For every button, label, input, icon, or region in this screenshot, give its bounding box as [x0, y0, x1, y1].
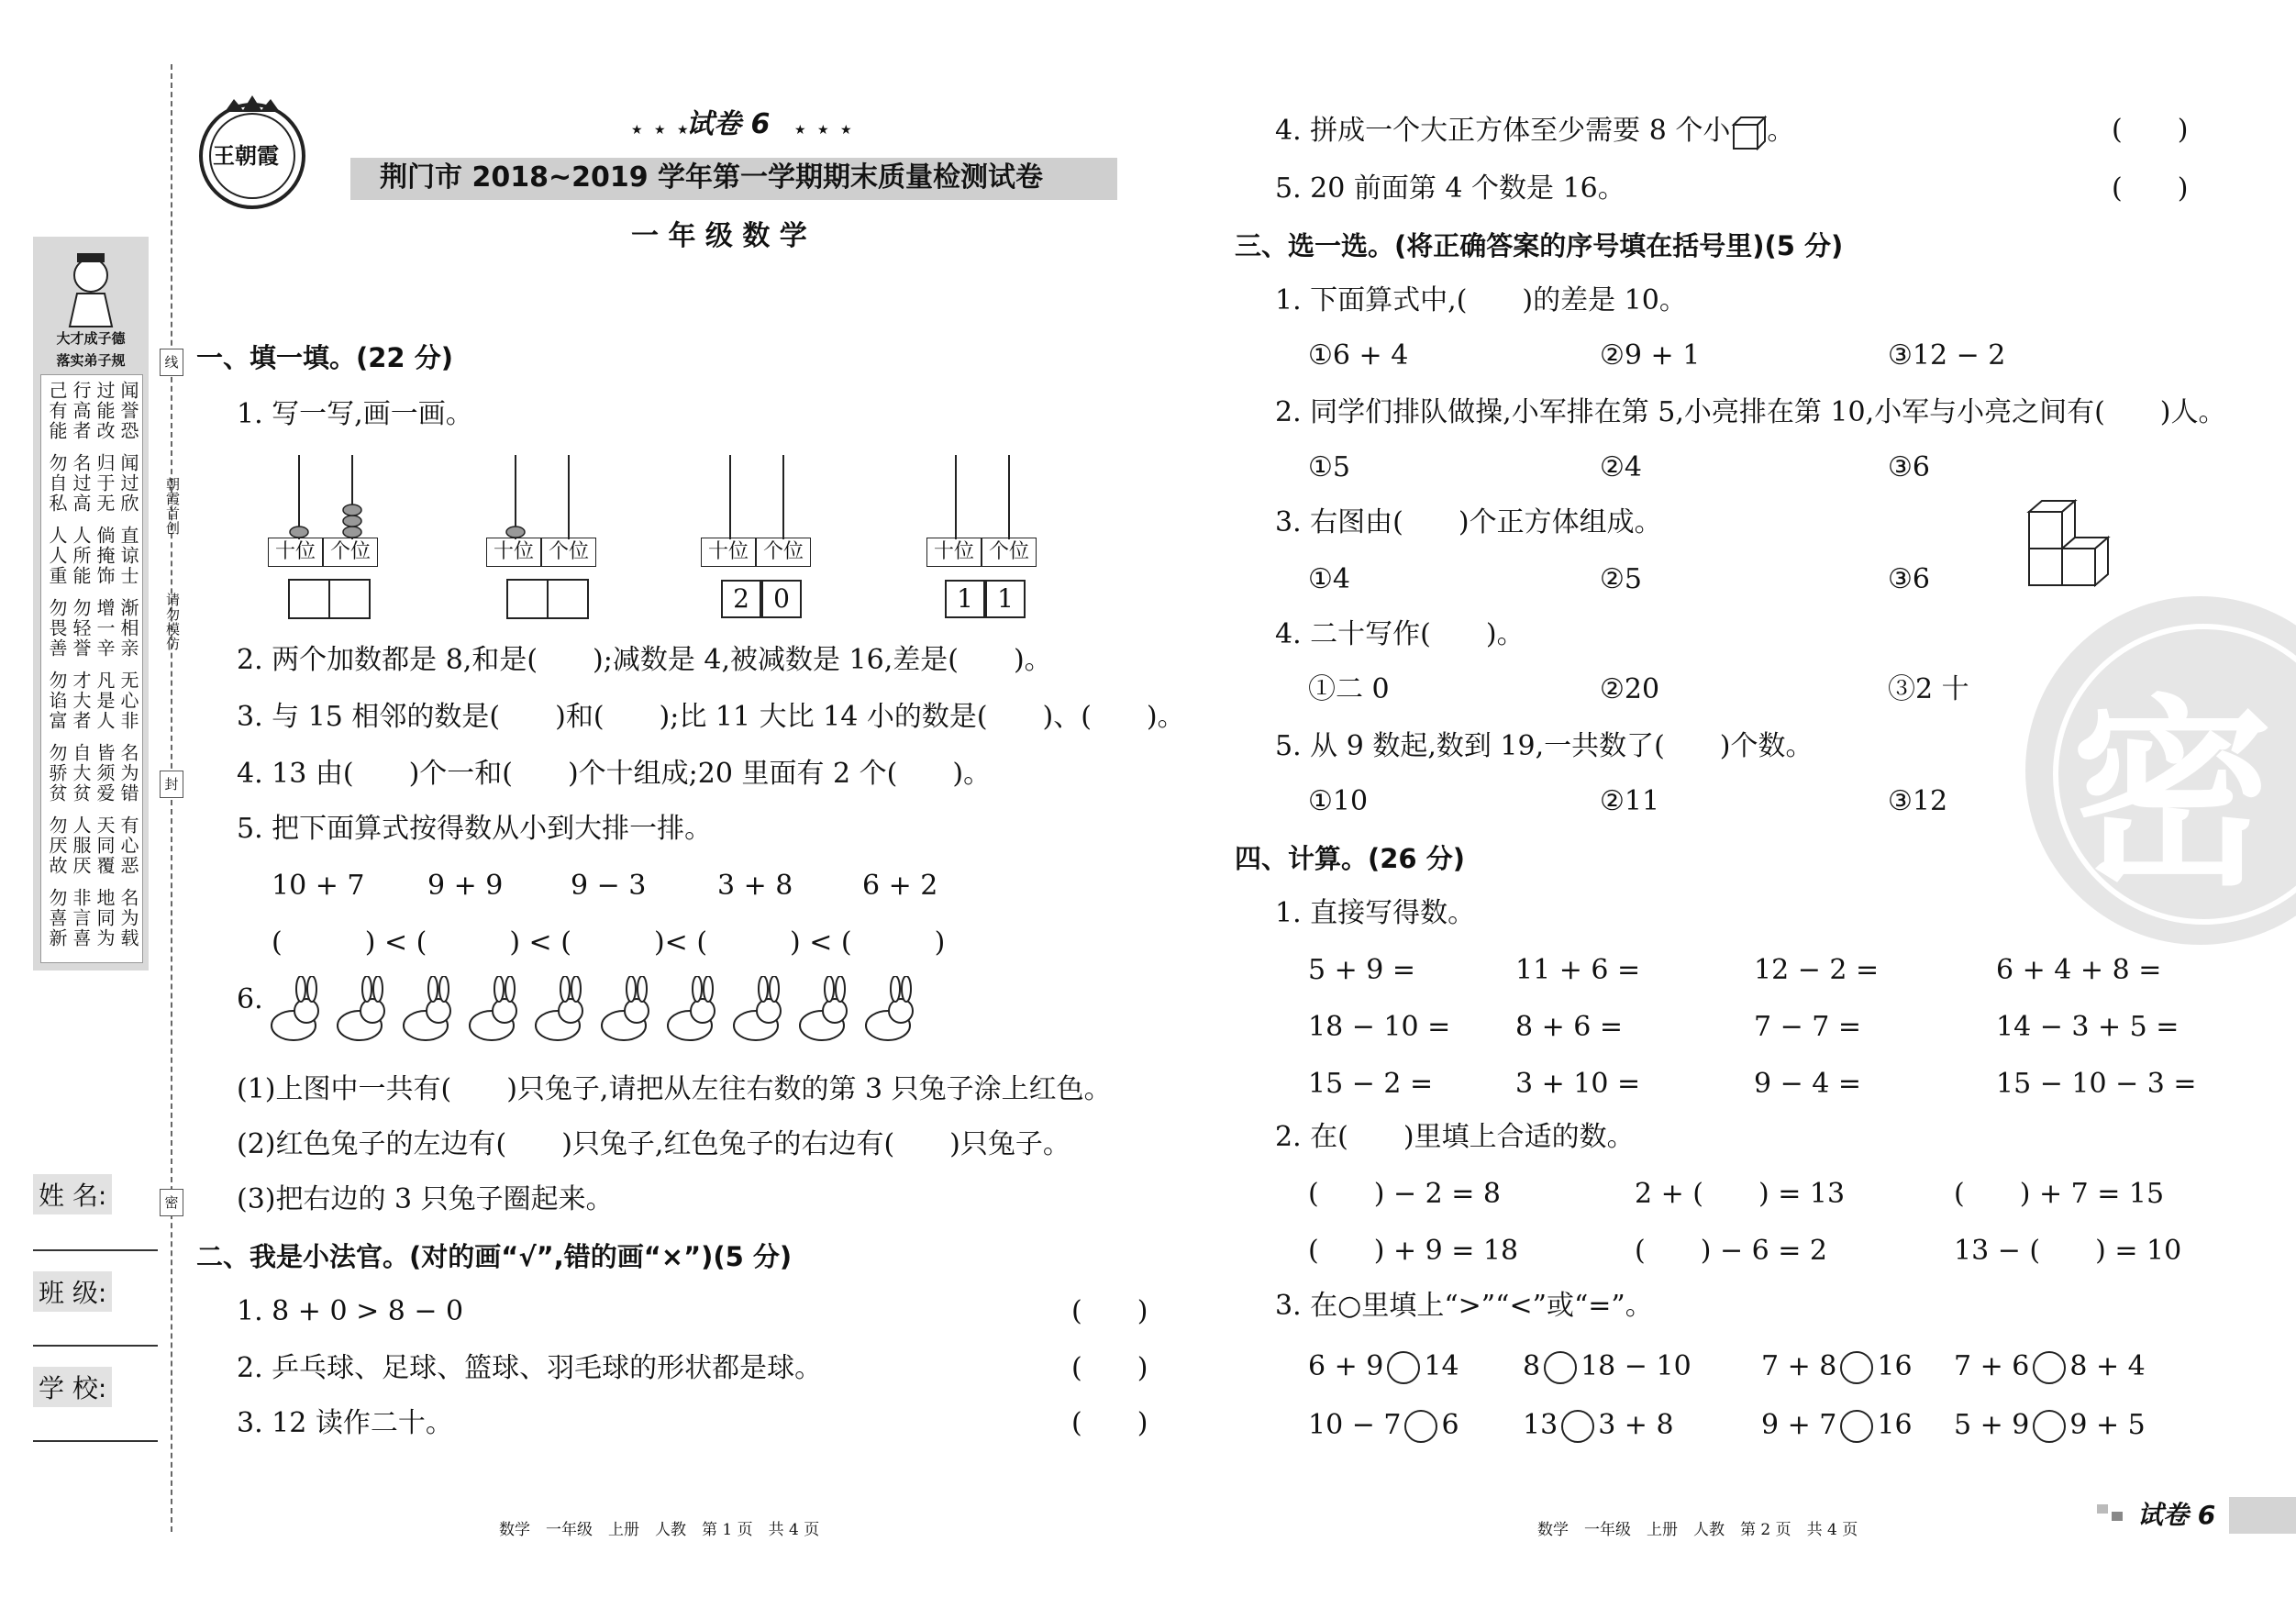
- c5-option-b[interactable]: ②11: [1600, 785, 1660, 817]
- tf-question-3: 3. 12 读作二十。: [237, 1407, 453, 1439]
- compare-left: 8: [1523, 1350, 1541, 1382]
- calc-1-r2-c4[interactable]: 14 − 3 + 5 =: [1996, 1011, 2180, 1043]
- c5-option-a[interactable]: ①10: [1308, 785, 1369, 817]
- compare-circle[interactable]: [1561, 1410, 1594, 1443]
- q5-expr-2: 9 + 9: [427, 870, 504, 902]
- vertical-note-2: 请勿模仿: [164, 593, 181, 651]
- c1-option-a[interactable]: ①6 + 4: [1308, 339, 1409, 372]
- compare-right: 3 + 8: [1598, 1409, 1674, 1441]
- question-1-6-number: 6.: [237, 983, 263, 1015]
- compare-left: 7 + 8: [1761, 1350, 1837, 1382]
- motto-column: 凡是人: [94, 671, 116, 731]
- calc-2-r2-c3[interactable]: 13 − ( ) = 10: [1954, 1235, 2182, 1267]
- stacked-cubes-figure: [2025, 495, 2123, 593]
- calc-1-r3-c3[interactable]: 9 − 4 =: [1754, 1068, 1862, 1100]
- compare-left: 6 + 9: [1308, 1350, 1384, 1382]
- c4-option-b[interactable]: ②20: [1600, 673, 1660, 705]
- footer-page-1: 数学 一年级 上册 人教 第 1 页 共 4 页: [499, 1521, 820, 1539]
- school-label: 学 校:: [33, 1367, 112, 1407]
- pv3-tens-label: 十位: [701, 538, 756, 567]
- tf-question-4: [1275, 114, 1794, 150]
- c1-option-c[interactable]: ③12 − 2: [1888, 339, 2006, 372]
- calc-2-r1-c2[interactable]: 2 + ( ) = 13: [1635, 1178, 1846, 1210]
- compare-circle[interactable]: [1404, 1410, 1437, 1443]
- choice-question-1: 1. 下面算式中,( )的差是 10。: [1275, 284, 1687, 316]
- small-cube-icon: [1730, 114, 1767, 150]
- seal-tag-xian: 线: [160, 349, 183, 376]
- corner-deco-square: [2097, 1504, 2108, 1514]
- motto-column: 名过高: [70, 453, 92, 514]
- question-1-4: 4. 13 由( )个一和( )个十组成;20 里面有 2 个( )。: [237, 758, 992, 790]
- calc-1-r2-c1[interactable]: 18 − 10 =: [1308, 1011, 1451, 1043]
- motto-column: 勿喜新: [46, 888, 68, 948]
- compare-right: 16: [1877, 1409, 1913, 1441]
- motto-column: 人人重: [46, 526, 68, 586]
- motto-column: 有心恶: [117, 815, 139, 876]
- c3-option-b[interactable]: ②5: [1600, 563, 1642, 595]
- calc-2-r2-c2[interactable]: ( ) − 6 = 2: [1635, 1235, 1827, 1267]
- motto-column: 非言喜: [70, 888, 92, 948]
- motto-column: 增一辛: [94, 598, 116, 659]
- compare-left: 7 + 6: [1954, 1350, 2030, 1382]
- compare-r1-c1: [1308, 1350, 1459, 1384]
- calc-question-1: 1. 直接写得数。: [1275, 897, 1476, 929]
- section-4-title: 四、计算。(26 分): [1235, 843, 1465, 874]
- calc-1-r1-c2[interactable]: 11 + 6 =: [1515, 954, 1641, 986]
- section-2-title: 二、我是小法官。(对的画“√”,错的画“×”)(5 分): [196, 1241, 793, 1272]
- question-1-6c: (3)把右边的 3 只兔子圈起来。: [237, 1183, 614, 1215]
- motto-column: 勿轻誉: [70, 598, 92, 659]
- tf-answer-1[interactable]: ( ): [1071, 1295, 1148, 1327]
- confidential-watermark: [2025, 596, 2296, 945]
- series-stars-right: ★ ★ ★: [794, 123, 856, 138]
- compare-circle[interactable]: [2033, 1351, 2066, 1384]
- q5-order-blanks[interactable]: ( ) < ( ) < ( )< ( ) < ( ): [272, 926, 946, 959]
- motto-column: 勿自私: [46, 453, 68, 514]
- series-tag: 试卷 6: [686, 108, 771, 140]
- pv4-ones-value: 1: [985, 580, 1026, 618]
- compare-right: 8 + 4: [2069, 1350, 2146, 1382]
- exam-title: 荆门市 2018~2019 学年第一学期期末质量检测试卷: [380, 161, 1044, 194]
- motto-column: 皆须爱: [94, 743, 116, 804]
- tf-answer-4[interactable]: ( ): [2112, 114, 2189, 146]
- rabbit-icon[interactable]: [728, 976, 785, 1046]
- rabbit-icon[interactable]: [794, 976, 851, 1046]
- seal-tag-mi: 密: [160, 1189, 183, 1216]
- compare-r1-c4: [1954, 1350, 2146, 1384]
- tf-question-2: 2. 乒乓球、足球、篮球、羽毛球的形状都是球。: [237, 1352, 823, 1384]
- tf-question-4-text: 4. 拼成一个大正方体至少需要 8 个小: [1275, 115, 1731, 147]
- c4-option-a[interactable]: ①二 0: [1308, 673, 1390, 705]
- compare-right: 9 + 5: [2069, 1409, 2146, 1441]
- compare-circle[interactable]: [1840, 1351, 1873, 1384]
- motto-column: 名为载: [117, 888, 139, 948]
- question-1-2: 2. 两个加数都是 8,和是( );减数是 4,被减数是 16,差是( )。: [237, 644, 1052, 676]
- compare-right: 6: [1441, 1409, 1459, 1441]
- compare-r2-c2: [1523, 1409, 1674, 1443]
- calc-1-r3-c4[interactable]: 15 − 10 − 3 =: [1996, 1068, 2197, 1100]
- vertical-note-1: 朝霞首创: [164, 477, 181, 536]
- choice-question-2: 2. 同学们排队做操,小军排在第 5,小亮排在第 10,小军与小亮之间有( )人。: [1275, 396, 2226, 428]
- tf-answer-3[interactable]: ( ): [1071, 1407, 1148, 1439]
- motto-column: 人所能: [70, 526, 92, 586]
- question-1-5: 5. 把下面算式按得数从小到大排一排。: [237, 813, 713, 845]
- calc-2-r1-c3[interactable]: ( ) + 7 = 15: [1954, 1178, 2165, 1210]
- calc-1-r1-c3[interactable]: 12 − 2 =: [1754, 954, 1880, 986]
- name-label: 姓 名:: [33, 1174, 112, 1214]
- motto-column: 地同为: [94, 888, 116, 948]
- calc-question-3: 3. 在○里填上“>”“<”或“=”。: [1275, 1290, 1653, 1322]
- compare-circle[interactable]: [1387, 1351, 1420, 1384]
- tf-question-1: 1. 8 + 0 > 8 − 0: [237, 1295, 464, 1327]
- c3-option-c[interactable]: ③6: [1888, 563, 1930, 595]
- tf-answer-5[interactable]: ( ): [2112, 172, 2189, 205]
- corner-series-tag: 试卷 6: [2137, 1500, 2216, 1530]
- tf-answer-2[interactable]: ( ): [1071, 1352, 1148, 1384]
- question-1-1: 1. 写一写,画一画。: [237, 398, 473, 430]
- calc-1-r2-c3[interactable]: 7 − 7 =: [1754, 1011, 1862, 1043]
- motto-column: 闻誉恐: [117, 381, 139, 441]
- compare-left: 9 + 7: [1761, 1409, 1837, 1441]
- motto-column: 天同覆: [94, 815, 116, 876]
- c5-option-c[interactable]: ③12: [1888, 785, 1948, 817]
- corner-tab: [2229, 1497, 2296, 1534]
- motto-column: 勿厌故: [46, 815, 68, 876]
- motto-column: 名为错: [117, 743, 139, 804]
- motto-column: 行高者: [70, 381, 92, 441]
- motto-line-1: 大才成子德: [56, 330, 126, 347]
- question-1-3: 3. 与 15 相邻的数是( )和( );比 11 大比 14 小的数是( )、( )。: [237, 701, 1185, 733]
- motto-line-2: 落实弟子规: [56, 352, 126, 369]
- motto-column: 勿骄贫: [46, 743, 68, 804]
- compare-r2-c1: [1308, 1409, 1459, 1443]
- pv1-tens-label: 十位: [268, 538, 323, 567]
- section-3-title: 三、选一选。(将正确答案的序号填在括号里)(5 分): [1235, 230, 1844, 261]
- corner-deco-square: [2112, 1512, 2123, 1521]
- compare-right: 16: [1877, 1350, 1913, 1382]
- scholar-icon: [59, 248, 123, 330]
- pv4-tens-value: 1: [945, 580, 985, 618]
- calc-1-r1-c1[interactable]: 5 + 9 =: [1308, 954, 1416, 986]
- motto-column: 人服厌: [70, 815, 92, 876]
- motto-column: 归于无: [94, 453, 116, 514]
- pv4-tens-label: 十位: [926, 538, 982, 567]
- pv3-tens-value: 2: [721, 580, 761, 618]
- compare-r1-c2: [1523, 1350, 1691, 1384]
- motto-column: 勿畏善: [46, 598, 68, 659]
- calc-question-2: 2. 在( )里填上合适的数。: [1275, 1121, 1635, 1153]
- school-line[interactable]: [33, 1440, 158, 1442]
- motto-column: 无心非: [117, 671, 139, 731]
- c2-option-a[interactable]: ①5: [1308, 451, 1350, 483]
- c2-option-c[interactable]: ③6: [1888, 451, 1930, 483]
- calc-2-r1-c1[interactable]: ( ) − 2 = 8: [1308, 1178, 1501, 1210]
- rabbit-icon[interactable]: [662, 976, 719, 1046]
- calc-1-r1-c4[interactable]: 6 + 4 + 8 =: [1996, 954, 2162, 986]
- rabbit-icon[interactable]: [596, 976, 653, 1046]
- compare-r2-c3: [1761, 1409, 1913, 1443]
- calc-2-r2-c1[interactable]: ( ) + 9 = 18: [1308, 1235, 1519, 1267]
- choice-question-3: 3. 右图由( )个正方体组成。: [1275, 506, 1662, 538]
- question-1-6b: (2)红色兔子的左边有( )只兔子,红色兔子的右边有( )只兔子。: [237, 1128, 1070, 1160]
- c1-option-b[interactable]: ②9 + 1: [1600, 339, 1701, 372]
- c4-option-c[interactable]: ③2 十: [1888, 673, 1969, 705]
- calc-1-r3-c1[interactable]: 15 − 2 =: [1308, 1068, 1434, 1100]
- watermark-char: 密: [2071, 678, 2274, 913]
- c2-option-b[interactable]: ②4: [1600, 451, 1642, 483]
- q5-expr-5: 6 + 2: [862, 870, 938, 902]
- motto-column: 直谅士: [117, 526, 139, 586]
- choice-question-4: 4. 二十写作( )。: [1275, 618, 1525, 650]
- pv3-ones-value: 0: [761, 580, 802, 618]
- compare-circle[interactable]: [2033, 1410, 2066, 1443]
- compare-circle[interactable]: [1840, 1410, 1873, 1443]
- seal-tag-feng: 封: [160, 771, 183, 798]
- tf-question-4-end: 。: [1767, 115, 1795, 147]
- pv3-ones-label: 个位: [756, 538, 811, 567]
- motto-columns: [40, 374, 143, 963]
- motto-column: 勿谄富: [46, 671, 68, 731]
- compare-left: 10 − 7: [1308, 1409, 1402, 1441]
- motto-column: 过能改: [94, 381, 116, 441]
- q5-expr-3: 9 − 3: [571, 870, 647, 902]
- rabbit-icon[interactable]: [332, 976, 389, 1046]
- q5-expr-1: 10 + 7: [272, 870, 365, 902]
- pv1-ones-label: 个位: [323, 538, 378, 567]
- rabbits: [266, 976, 926, 1049]
- c3-option-a[interactable]: ①4: [1308, 563, 1350, 595]
- calc-1-r3-c2[interactable]: 3 + 10 =: [1515, 1068, 1641, 1100]
- series-stars-left: ★ ★ ★: [631, 123, 693, 138]
- motto-column: 才大者: [70, 671, 92, 731]
- motto-column: 闻过欣: [117, 453, 139, 514]
- brand-logo-text: 王朝霞: [213, 143, 279, 169]
- choice-question-5: 5. 从 9 数起,数到 19,一共数了( )个数。: [1275, 730, 1814, 762]
- pv4-ones-label: 个位: [982, 538, 1037, 567]
- compare-right: 18 − 10: [1581, 1350, 1691, 1382]
- motto-column: 渐相亲: [117, 598, 139, 659]
- class-label: 班 级:: [33, 1271, 112, 1312]
- rabbit-icon[interactable]: [530, 976, 587, 1046]
- question-1-6a: (1)上图中一共有( )只兔子,请把从左往右数的第 3 只兔子涂上红色。: [237, 1073, 1112, 1105]
- rabbit-icon[interactable]: [266, 976, 323, 1046]
- rabbit-icon[interactable]: [464, 976, 521, 1046]
- compare-right: 14: [1424, 1350, 1459, 1382]
- compare-r2-c4: [1954, 1409, 2146, 1443]
- compare-circle[interactable]: [1544, 1351, 1577, 1384]
- tf-question-5: 5. 20 前面第 4 个数是 16。: [1275, 172, 1625, 205]
- sidebar-motto-panel: [33, 237, 149, 970]
- pv2-tens-label: 十位: [486, 538, 541, 567]
- pv2-ones-label: 个位: [541, 538, 596, 567]
- motto-column: 倘掩饰: [94, 526, 116, 586]
- compare-r1-c3: [1761, 1350, 1913, 1384]
- motto-column: 己有能: [46, 381, 68, 441]
- rabbit-icon[interactable]: [398, 976, 455, 1046]
- class-line[interactable]: [33, 1345, 158, 1347]
- name-line[interactable]: [33, 1249, 158, 1251]
- compare-left: 5 + 9: [1954, 1409, 2030, 1441]
- exam-subject: 一 年 级 数 学: [631, 220, 807, 252]
- q5-expr-4: 3 + 8: [717, 870, 793, 902]
- calc-1-r2-c2[interactable]: 8 + 6 =: [1515, 1011, 1624, 1043]
- cut-line: [171, 64, 172, 1532]
- motto-column: 自大贫: [70, 743, 92, 804]
- compare-left: 13: [1523, 1409, 1558, 1441]
- rabbit-icon[interactable]: [860, 976, 917, 1046]
- section-1-title: 一、填一填。(22 分): [196, 342, 453, 373]
- footer-page-2: 数学 一年级 上册 人教 第 2 页 共 4 页: [1537, 1521, 1858, 1539]
